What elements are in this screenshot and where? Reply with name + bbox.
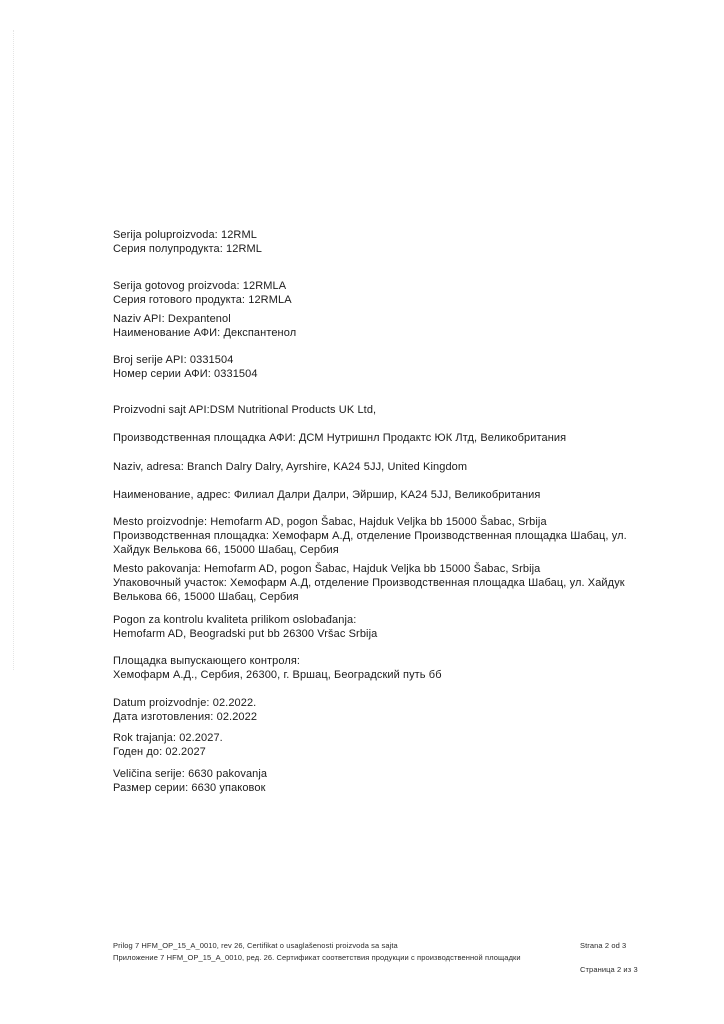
doc-line: Хемофарм А.Д., Сербия, 26300, г. Вршац, Београдский путь бб [113, 669, 442, 682]
doc-line: Serija gotovog proizvoda: 12RMLA [113, 280, 287, 292]
block-api-manufacturing-site-sr [113, 403, 376, 417]
doc-line: Datum proizvodnje: 02.2022. [113, 697, 257, 709]
block-packaging-place [113, 562, 625, 605]
doc-line: Дата изготовления: 02.2022 [113, 711, 258, 724]
doc-line: Naziv API: Dexpantenol [113, 313, 231, 325]
block-manufacturing-date [113, 696, 257, 724]
doc-line: Veličina serije: 6630 pakovanja [113, 768, 268, 780]
footer-document-reference-sr: Prilog 7 HFM_OP_15_A_0010, rev 26, Certifikat o usaglašenosti proizvoda sa sajta [113, 941, 398, 950]
footer-page-number-sr: Strana 2 od 3 [580, 941, 627, 950]
doc-line: Велькова 66, 15000 Шабац, Сербия [113, 591, 299, 604]
doc-line: Mesto proizvodnje: Hemofarm AD, pogon Šabac, Hajduk Veljka bb 15000 Šabac, Srbija [113, 516, 547, 528]
doc-line: Производственная площадка: Хемофарм А.Д, отделение Производственная площадка Шабац, ул. [113, 530, 627, 543]
doc-line: Наименование АФИ: Декспантенол [113, 327, 297, 340]
block-api-manufacturing-site-ru [113, 431, 566, 445]
doc-line: Naziv, adresa: Branch Dalry Dalry, Ayrshire, KA24 5JJ, United Kingdom [113, 461, 468, 473]
doc-line: Rok trajanja: 02.2027. [113, 732, 223, 744]
doc-line: Серия полупродукта: 12RML [113, 243, 262, 256]
block-expiry-date [113, 731, 223, 759]
doc-line: Serija poluproizvoda: 12RML [113, 229, 257, 241]
doc-line: Размер серии: 6630 упаковок [113, 782, 266, 795]
footer-page-number-ru: Страница 2 из 3 [580, 965, 638, 974]
block-api-batch-number [113, 353, 258, 381]
block-manufacturing-place [113, 515, 627, 558]
block-quality-control-site-ru [113, 654, 442, 682]
doc-line: Площадка выпускающего контроля: [113, 655, 301, 667]
doc-line: Серия готового продукта: 12RMLA [113, 294, 292, 307]
block-finished-product-batch [113, 279, 292, 307]
doc-line: Производственная площадка АФИ: ДСМ Нутришнл Продактс ЮК Лтд, Великобритания [113, 432, 567, 444]
block-semi-product-batch [113, 228, 262, 256]
doc-line: Pogon za kontrolu kvaliteta prilikom oslobađanja: [113, 614, 357, 626]
doc-line: Hemofarm AD, Beogradski put bb 26300 Vršac Srbija [113, 628, 378, 641]
block-api-name [113, 312, 296, 340]
block-quality-control-site-sr [113, 613, 377, 641]
footer-document-reference-ru: Приложение 7 HFM_OP_15_A_0010, ред. 26. Сертификат соответствия продукции с производственной площадки [113, 953, 521, 962]
scan-artifact [13, 30, 14, 670]
block-site-address-sr [113, 460, 467, 474]
block-site-address-ru [113, 488, 540, 502]
doc-line: Упаковочный участок: Хемофарм А.Д, отделение Производственная площадка Шабац, ул. Хайдук [113, 577, 625, 590]
doc-line: Годен до: 02.2027 [113, 746, 206, 759]
doc-line: Proizvodni sajt API:DSM Nutritional Products UK Ltd, [113, 404, 377, 416]
doc-line: Хайдук Велькова 66, 15000 Шабац, Сербия [113, 544, 339, 557]
block-batch-size [113, 767, 267, 795]
doc-line: Broj serije API: 0331504 [113, 354, 234, 366]
doc-line: Mesto pakovanja: Hemofarm AD, pogon Šabac, Hajduk Veljka bb 15000 Šabac, Srbija [113, 563, 541, 575]
doc-line: Наименование, адрес: Филиал Далри Далри, Эйршир, KA24 5JJ, Великобритания [113, 489, 541, 501]
doc-line: Номер серии АФИ: 0331504 [113, 368, 258, 381]
